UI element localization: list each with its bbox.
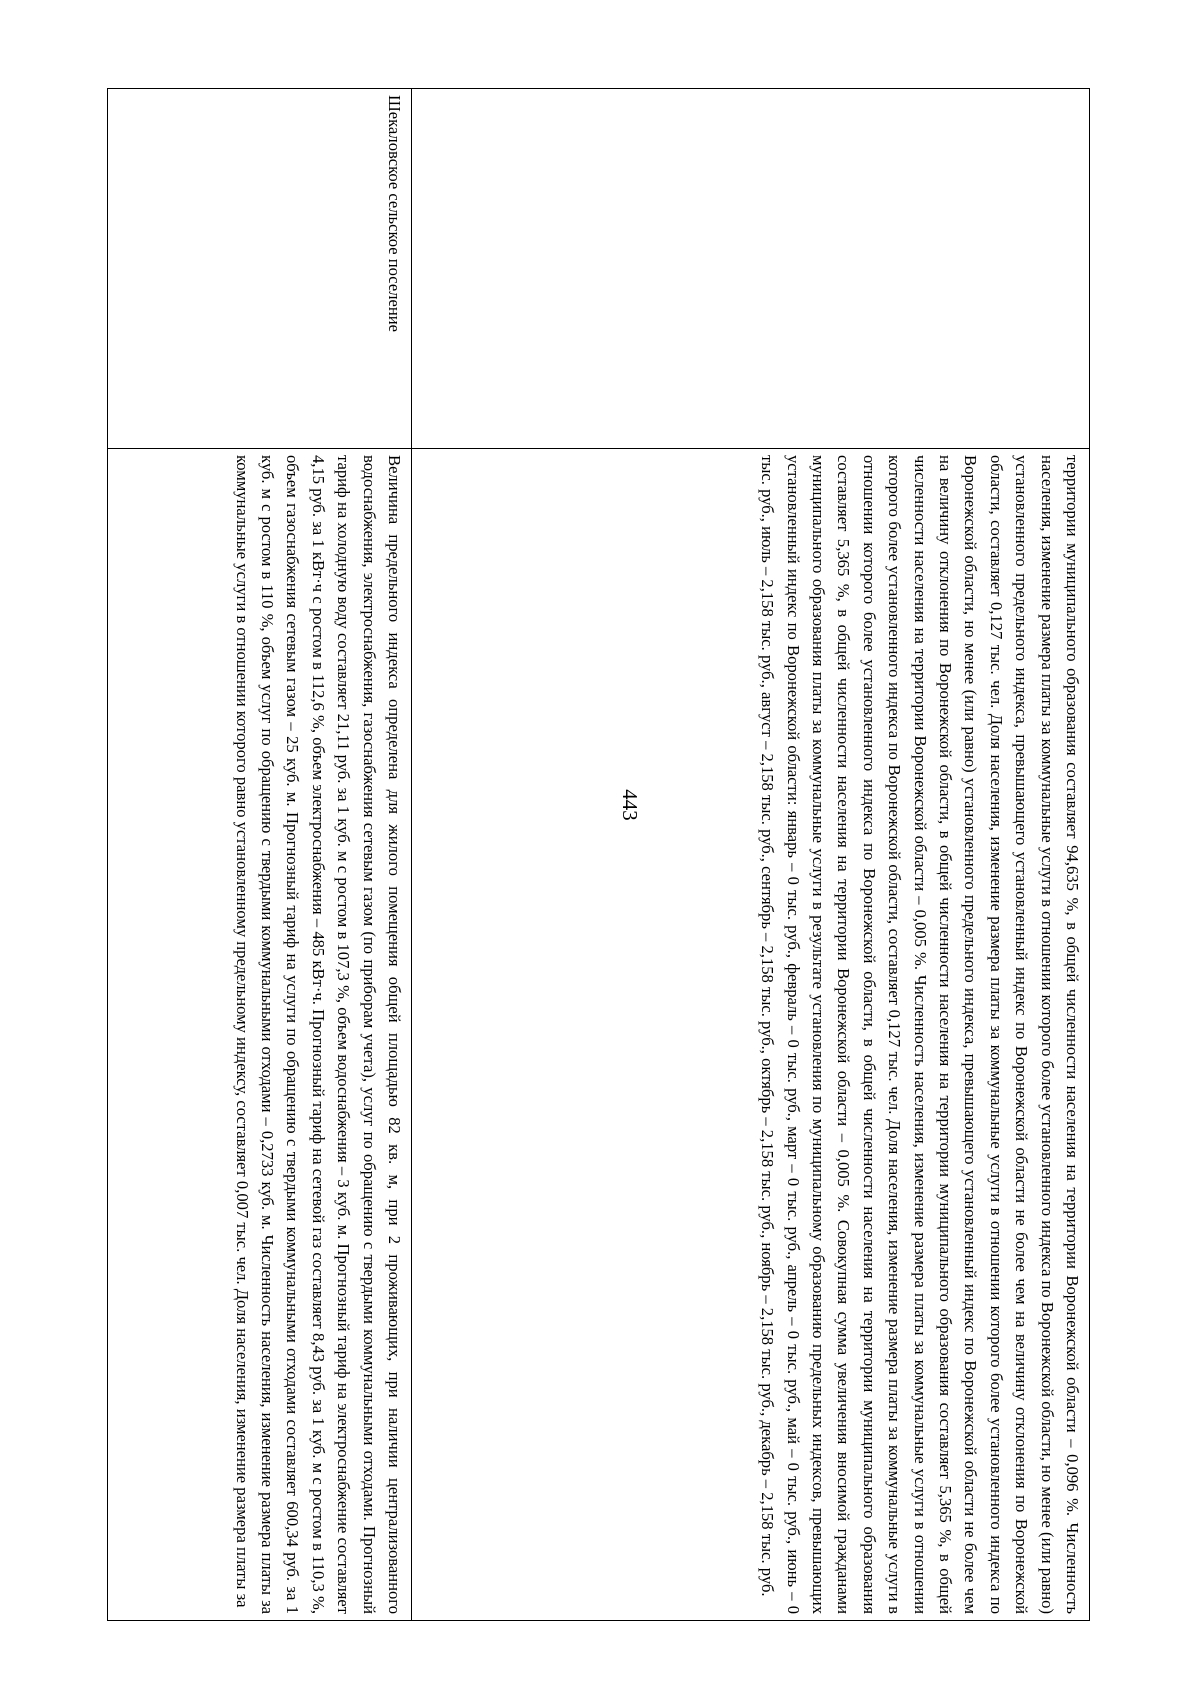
document-table-container <box>108 88 1090 1620</box>
page-number: 443 <box>618 789 642 821</box>
document-table <box>107 88 1090 1621</box>
table-row <box>412 89 1090 1621</box>
index-description-cell: территории муниципального образования составляет 94,635 %, в общей численности населения на территории Воронежской области – 0,096 %. Численность населения, изменение размера платы за коммунальные услуги в отношении которого более установленного индекса по Воронежской области, но менее (или равно) установленного предельного индекса, превышающего установленный индекс по Воронежской области не более чем на величину отклонения по Воронежской области, составляет 0,127 тыс. чел. Доля населения, изменение размера платы за коммунальные услуги в отношении которого более установленного индекса по Воронежской области, но менее (или равно) установленного предельного индекса, превышающего установленный индекс по Воронежской области не более чем на величину отклонения по Воронежской области, в общей численности населения на территории муниципального образования составляет 5,365 %, в общей численности населения на территории Воронежской области – 0,005 %. Численность населения, изменение размера платы за коммунальные услуги в отношении которого более установленного индекса по Воронежской области, составляет 0,127 тыс. чел. Доля населения, изменение размера платы за коммунальные услуги в отношении которого более установленного индекса по Воронежской области, в общей численности населения на территории муниципального образования составляет 5,365 %, в общей численности населения на территории Воронежской области – 0,005 %. Совокупная сумма увеличения вносимой гражданами муниципального образования платы за коммунальные услуги в результате установления по муниципальному образованию предельных индексов, превышающих установленный индекс по Воронежской области: январь – 0 тыс. руб., февраль – 0 тыс. руб., март – 0 тыс. руб., апрель – 0 тыс. руб., май – 0 тыс. руб., июнь – 0 тыс. руб., июль – 2,158 тыс. руб., август – 2,158 тыс. руб., сентябрь – 2,158 тыс. руб., октябрь – 2,158 тыс. руб., ноябрь – 2,158 тыс. руб., декабрь – 2,158 тыс. руб. <box>412 449 1090 1621</box>
municipality-name-cell <box>412 89 1090 449</box>
index-description-cell: Величина предельного индекса определена для жилого помещения общей площадью 82 кв. м, при 2 проживающих, при наличии централизованного водоснабжения, электроснабжения, газоснабжения сетевым газом (по приборам учета), услуг по обращению с твердыми коммунальными отходами. Прогнозный тариф на холодную воду составляет 21,11 руб. за 1 куб. м с ростом в 107,3 %, объем водоснабжения – 3 куб. м. Прогнозный тариф на электроснабжение составляет 4,15 руб. за 1 кВт·ч с ростом в 112,6 %, объем электроснабжения – 485 кВт·ч. Прогнозный тариф на сетевой газ составляет 8,43 руб. за 1 куб. м с ростом в 110,3 %, объем газоснабжения сетевым газом – 25 куб. м. Прогнозный тариф на услуги по обращению с твердыми коммунальными отходами составляет 600,34 руб. за 1 куб. м с ростом в 110 %, объем услуг по обращению с твердыми коммунальными отходами – 0,2733 куб. м. Численность населения, изменение размера платы за коммунальные услуги в отношении которого равно установленному предельному индексу, составляет 0,007 тыс. чел. Доля населения, изменение размера платы за <box>108 449 412 1621</box>
municipality-name-cell: Шекаловское сельское поселение <box>108 89 412 449</box>
table-row <box>108 89 412 1621</box>
